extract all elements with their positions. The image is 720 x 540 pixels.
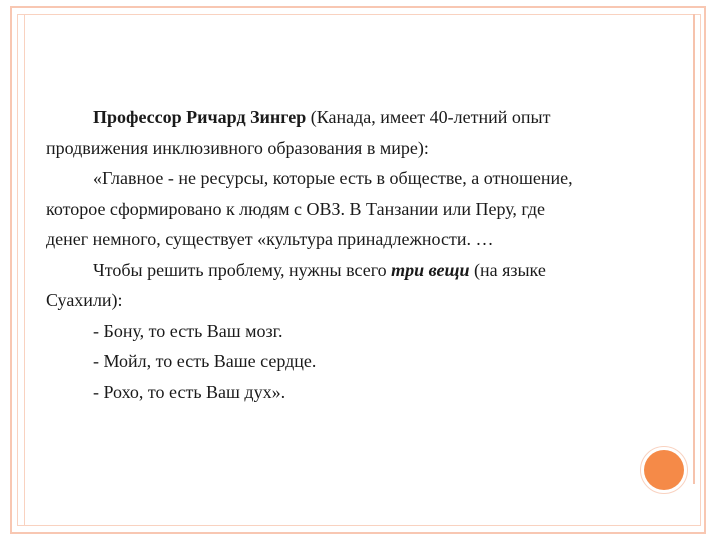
three-things-emphasis: три вещи (391, 259, 470, 280)
three-things-before: Чтобы решить проблему, нужны всего (93, 259, 392, 280)
intro-rest: (Канада, имеет 40-летний опыт (306, 107, 551, 127)
three-things-line-1 (46, 255, 646, 286)
decorative-circle-dot (644, 450, 684, 490)
professor-name: Профессор Ричард Зингер (93, 107, 307, 127)
three-things-line-2: Суахили): (46, 290, 123, 310)
paragraph-intro (46, 102, 646, 133)
quote-line-3: денег немного, существует «культура принадлежности. … (46, 229, 494, 249)
frame-left-line (24, 14, 25, 526)
frame-right-line (693, 14, 695, 484)
quote-line-2: которое сформировано к людям с ОВЗ. В Танзании или Перу, где (46, 198, 546, 219)
intro-line-2: продвижения инклюзивного образования в мире): (46, 137, 429, 158)
list-item: - Бону, то есть Ваш мозг. (93, 320, 283, 341)
list-item: - Рохо, то есть Ваш дух». (93, 381, 286, 402)
three-things-after: (на языке (469, 259, 546, 280)
slide-body-text (46, 102, 646, 407)
list-item: - Мойл, то есть Ваше сердце. (93, 351, 317, 371)
quote-line-1: «Главное - не ресурсы, которые есть в обществе, а отношение, (93, 168, 573, 188)
